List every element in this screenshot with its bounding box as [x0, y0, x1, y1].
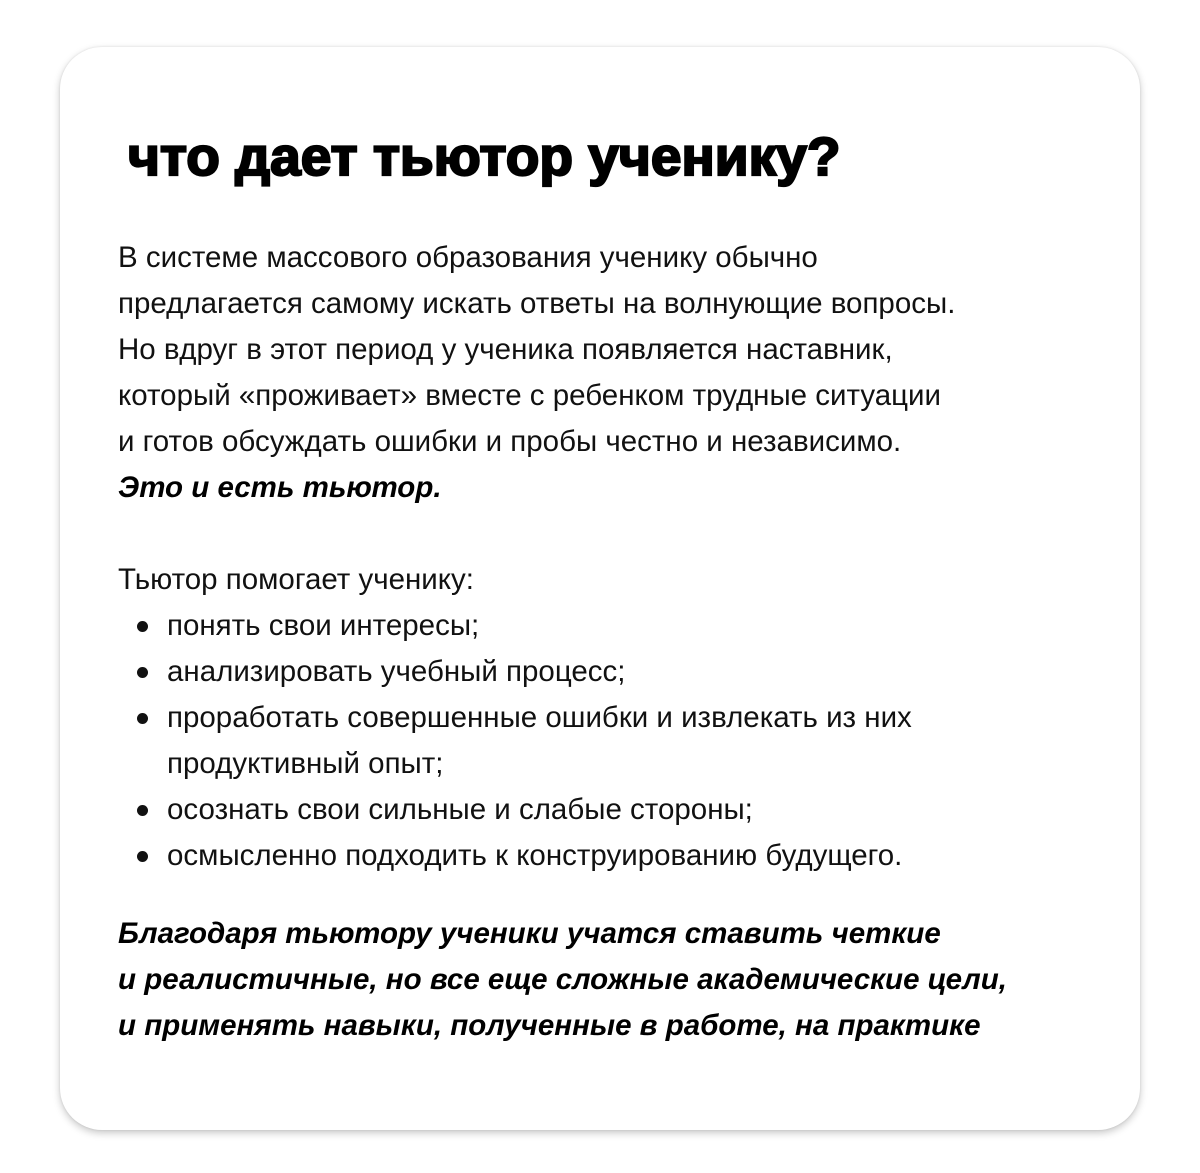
list-item — [118, 787, 912, 833]
page-title: что дает тьютор ученику? — [128, 127, 841, 187]
intro-paragraph — [118, 235, 955, 511]
bullet-icon — [137, 713, 148, 724]
helps-section — [118, 557, 912, 879]
conclusion-line: Благодаря тьютору ученики учатся ставить четкие — [118, 917, 941, 950]
list-item-text: осознать свои сильные и слабые стороны; — [167, 793, 753, 826]
bullet-icon — [137, 805, 148, 816]
intro-line: предлагается самому искать ответы на волнующие вопросы. — [118, 287, 956, 320]
list-item — [118, 833, 912, 879]
conclusion-line: и реалистичные, но все еще сложные академические цели, — [118, 963, 1007, 996]
intro-line: который «проживает» вместе с ребенком трудные ситуации — [118, 379, 942, 412]
conclusion-line: и применять навыки, полученные в работе, на практике — [118, 1009, 981, 1042]
list-item-text: понять свои интересы; — [167, 609, 480, 642]
list-item — [118, 695, 912, 787]
intro-line: Но вдруг в этот период у ученика появляется наставник, — [118, 333, 893, 366]
intro-line: и готов обсуждать ошибки и пробы честно и независимо. — [118, 425, 902, 458]
intro-emphasis: Это и есть тьютор. — [118, 471, 442, 504]
bullet-icon — [137, 621, 148, 632]
intro-line: В системе массового образования ученику обычно — [118, 241, 818, 274]
content-card — [60, 47, 1140, 1130]
list-item — [118, 649, 912, 695]
list-item-text: анализировать учебный процесс; — [167, 655, 626, 688]
helps-lead: Тьютор помогает ученику: — [118, 563, 474, 596]
list-item — [118, 603, 912, 649]
bullet-icon — [137, 667, 148, 678]
list-item-text: осмысленно подходить к конструированию будущего. — [167, 839, 903, 872]
list-item-text: проработать совершенные ошибки и извлекать из них — [167, 701, 912, 734]
list-item-text: продуктивный опыт; — [167, 747, 444, 780]
bullet-icon — [137, 851, 148, 862]
helps-list — [118, 603, 912, 879]
conclusion-paragraph — [118, 911, 1007, 1049]
